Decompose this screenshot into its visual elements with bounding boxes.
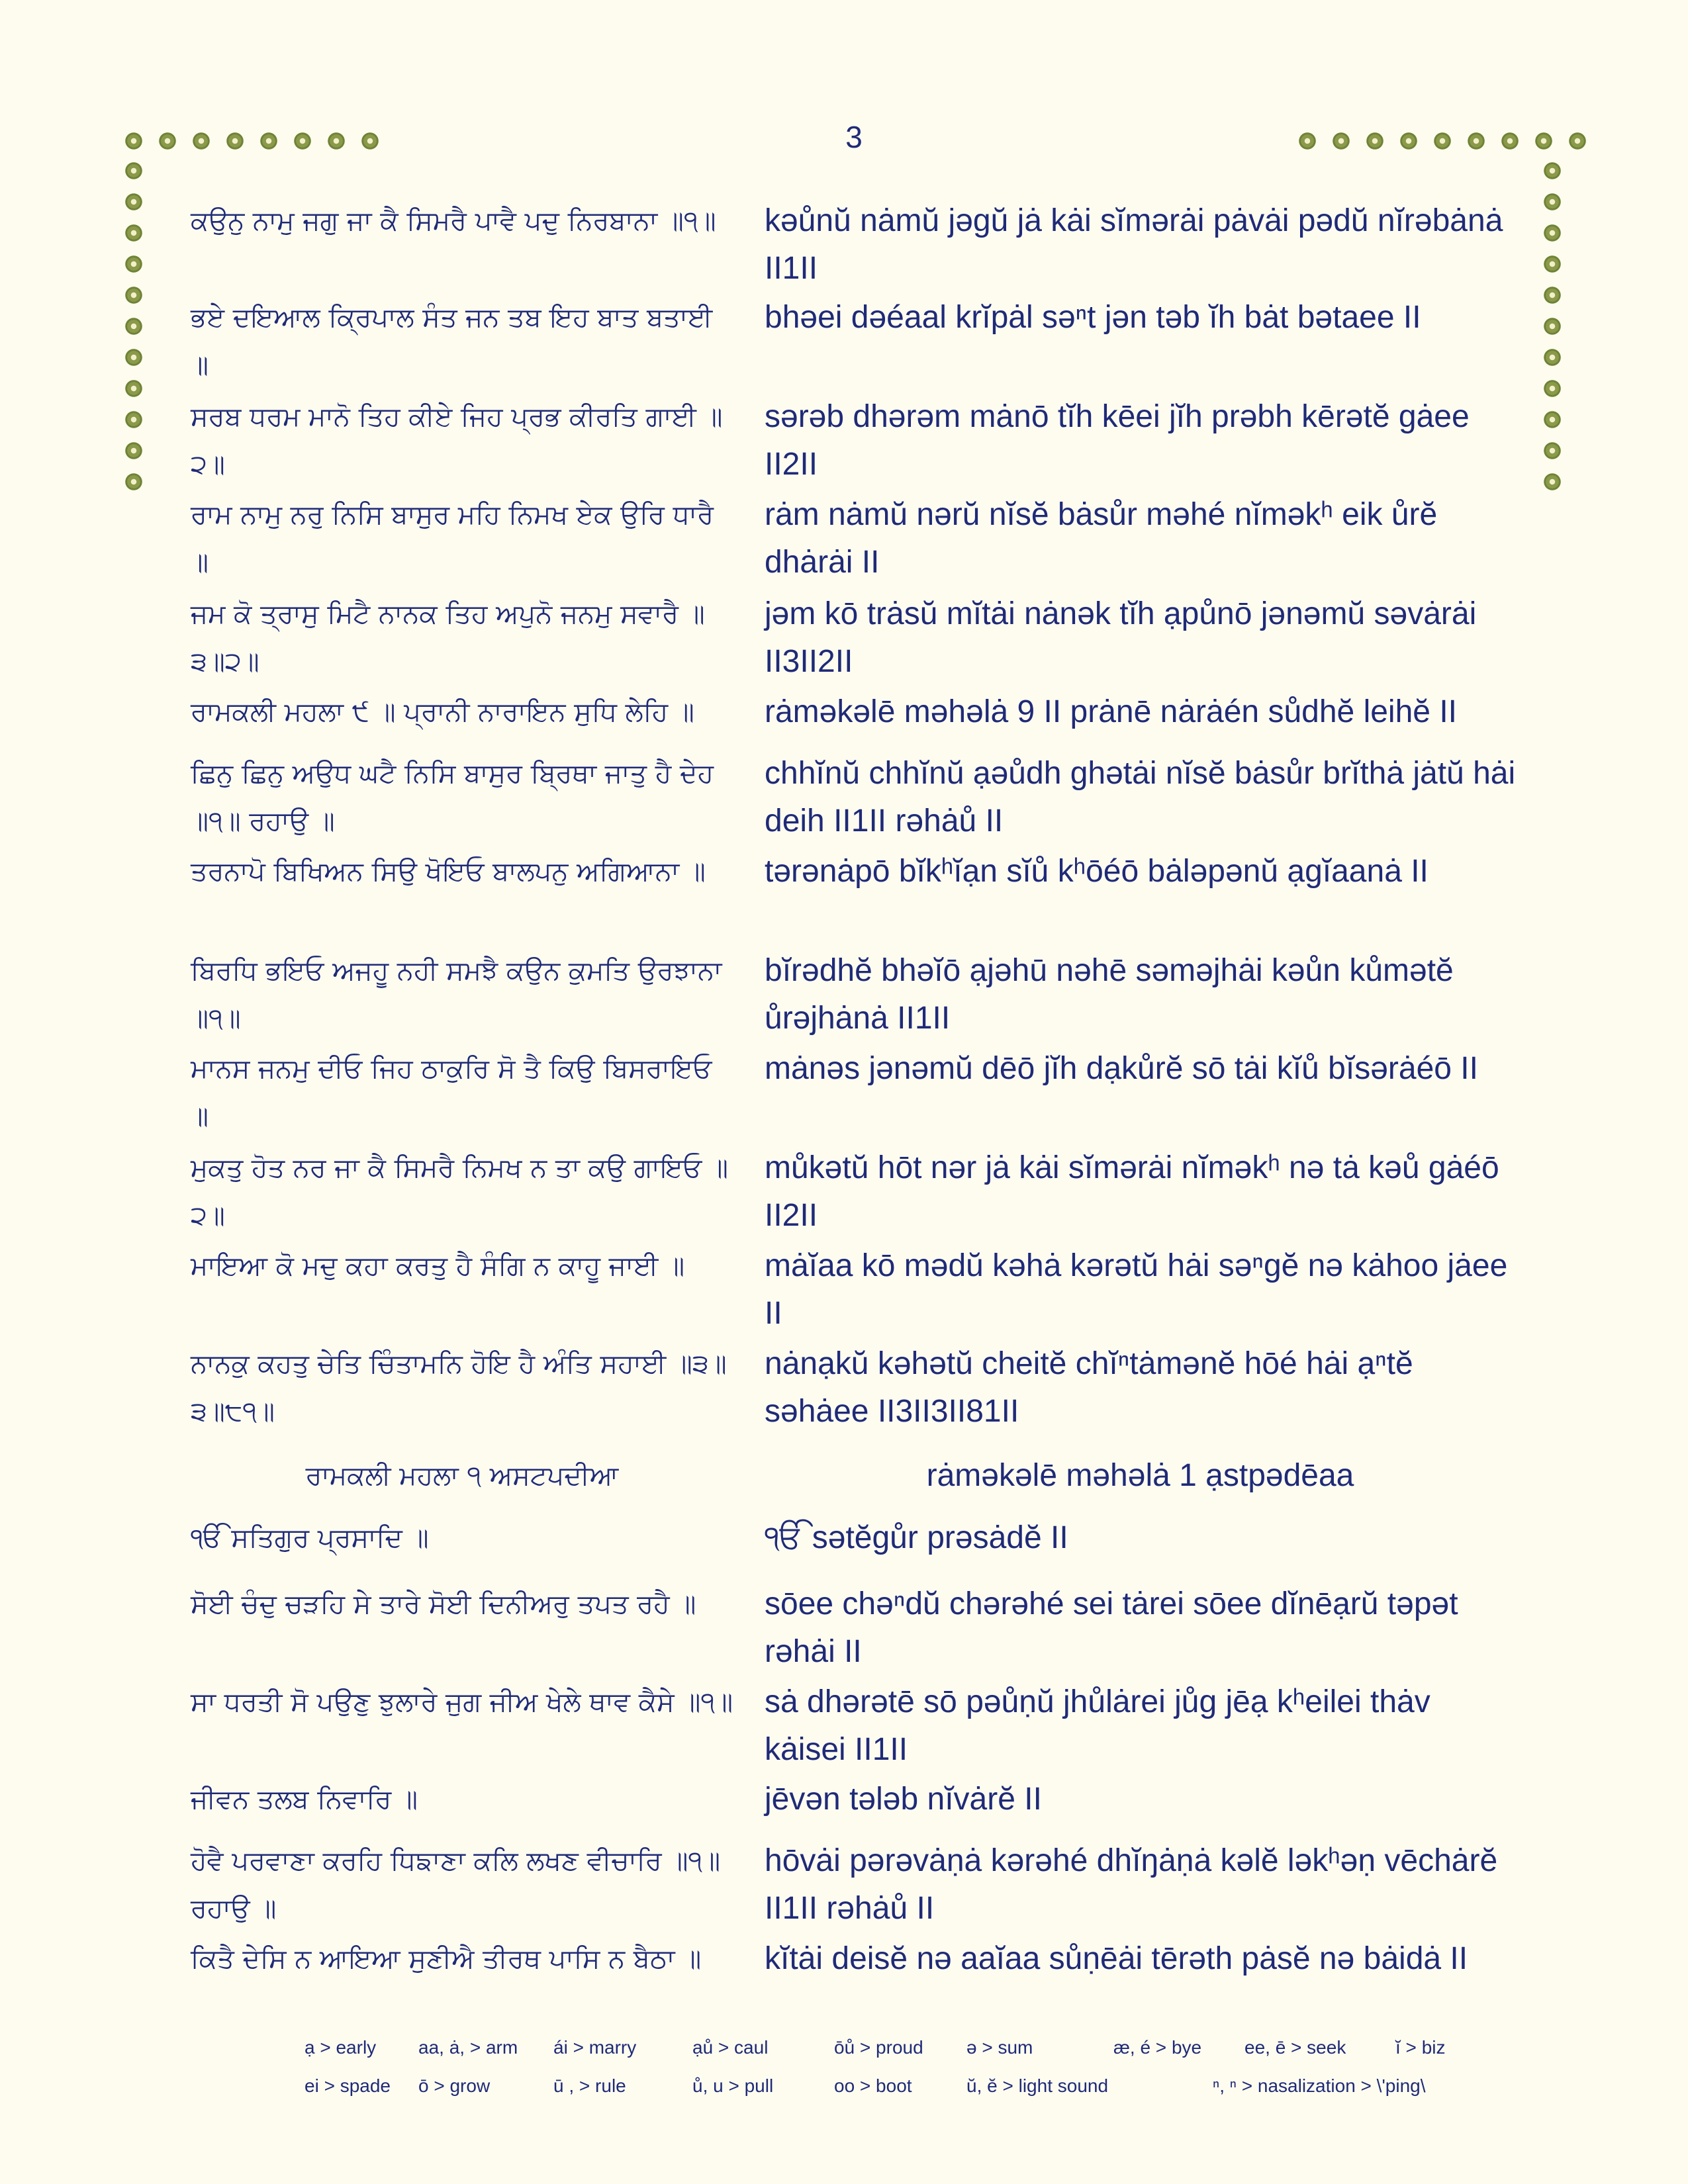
page-number: 3 <box>845 120 863 154</box>
legend-entry: oo > boot <box>834 2075 912 2096</box>
verse-row <box>0 750 1688 848</box>
transliteration-text: bhəei dəéaal krĭpȧl səⁿt jən təb ĭh bȧt bətaee II <box>765 300 1421 335</box>
verse-row <box>0 393 1688 491</box>
gurmukhi-text: ੴ ਸਤਿਗੁਰ ਪ੍ਰਸਾਦਿ ॥ <box>191 1523 429 1553</box>
gurmukhi-text: ਸਾ ਧਰਤੀ ਸੋ ਪਉਣੁ ਝੁਲਾਰੇ ਜੁਗ ਜੀਅ ਖੇਲੇ ਥਾਵ ਕੈਸੇ ॥੧॥ <box>191 1687 733 1717</box>
legend-entry: ⁿ, ⁿ > nasalization > \'ping\ <box>1213 2075 1426 2096</box>
gurmukhi-text: ਮੁਕਤੁ ਹੋਤ ਨਰ ਜਾ ਕੈ ਸਿਮਰੈ ਨਿਮਖ ਨ ਤਾ ਕਉ ਗਾਇਓ ॥੨॥ <box>191 1153 728 1231</box>
verse-row <box>0 1452 1688 1514</box>
verse-row <box>0 1580 1688 1678</box>
legend-entry: aa, ȧ, > arm <box>418 2037 518 2058</box>
transliteration-text: rȧməkəlē məhəlȧ 9 II prȧnē nȧrȧén sůdhĕ leihĕ II <box>765 694 1457 729</box>
legend-entry: ạů > caul <box>692 2037 769 2058</box>
legend-entry: ĭ > biz <box>1395 2037 1446 2058</box>
gurmukhi-text: ਸੋਈ ਚੰਦੁ ਚੜਹਿ ਸੇ ਤਾਰੇ ਸੋਈ ਦਿਨੀਅਰੁ ਤਪਤ ਰਹੈ ॥ <box>191 1589 696 1619</box>
legend-row <box>305 2037 1562 2075</box>
legend-entry: ō > grow <box>418 2075 491 2096</box>
verse-row <box>0 688 1688 750</box>
transliteration-text: tərənȧpō bĭkʰĭạn sĭů kʰōéō bȧləpənŭ ạgĭaanȧ II <box>765 854 1429 889</box>
legend-entry: ōů > proud <box>834 2037 923 2058</box>
transliteration-text: jəm kō trȧsŭ mĭtȧi nȧnək tĭh ạpůnō jənəmŭ səvȧrȧi II3II2II <box>765 596 1477 679</box>
gurmukhi-text: ਹੋਵੈ ਪਰਵਾਣਾ ਕਰਹਿ ਧਿਙਾਣਾ ਕਲਿ ਲਖਣ ਵੀਚਾਰਿ ॥੧॥ ਰਹਾਉ ॥ <box>191 1846 721 1924</box>
gurmukhi-text: ਮਾਨਸ ਜਨਮੁ ਦੀਓ ਜਿਹ ਠਾਕੁਰਿ ਸੋ ਤੈ ਕਿਉ ਬਿਸਰਾਇਓ ॥ <box>191 1054 712 1132</box>
verse-row <box>0 1678 1688 1776</box>
flower-ornament-icon <box>125 162 142 179</box>
verse-row <box>0 1045 1688 1144</box>
transliteration-text: rȧm nȧmŭ nərŭ nĭsĕ bȧsůr məhé nĭməkʰ eik ůrĕ dhȧrȧi II <box>765 497 1438 580</box>
transliteration-text: sōee chəⁿdŭ chərəhé sei tȧrei sōee dĭnēạrŭ təpət rəhȧi II <box>765 1586 1458 1669</box>
transliteration-text: sȧ dhərətē sō pəůṇŭ jhůlȧrei jůg jēạ kʰeilei thȧv kȧisei II1II <box>765 1684 1430 1767</box>
legend-entry: ŭ, ĕ > light sound <box>966 2075 1109 2096</box>
transliteration-text: sərəb dhərəm mȧnō tĭh kēei jĭh prəbh kērətĕ gȧee II2II <box>765 399 1470 482</box>
verse-row <box>0 1776 1688 1837</box>
transliteration-text: mȧĭaa kō mədŭ kəhȧ kərətŭ hȧi səⁿgĕ nə kȧhoo jȧee II <box>765 1248 1508 1331</box>
transliteration-text: můkətŭ hōt nər jȧ kȧi sĭmərȧi nĭməkʰ nə tȧ kəů gȧéō II2II <box>765 1150 1499 1233</box>
transliteration-text: kĭtȧi deisĕ nə aaĭaa sůṇēȧi tērəth pȧsĕ nə bȧidȧ II <box>765 1941 1468 1976</box>
legend-entry: æ, é > bye <box>1113 2037 1202 2058</box>
verse-row <box>0 848 1688 947</box>
transliteration-text: jēvən tələb nĭvȧrĕ II <box>765 1782 1042 1817</box>
gurmukhi-text: ਰਾਮਕਲੀ ਮਹਲਾ ੯ ॥ ਪ੍ਰਾਨੀ ਨਾਰਾਇਨ ਸੁਧਿ ਲੇਹਿ ॥ <box>191 697 694 727</box>
verse-row <box>0 1340 1688 1452</box>
gurmukhi-text: ਜਮ ਕੋ ਤ੍ਰਾਸੁ ਮਿਟੈ ਨਾਨਕ ਤਿਹ ਅਪੁਨੋ ਜਨਮੁ ਸਵਾਰੈ ॥੩॥੨॥ <box>191 599 705 677</box>
gurmukhi-text: ਮਾਇਆ ਕੋ ਮਦੁ ਕਹਾ ਕਰਤੁ ਹੈ ਸੰਗਿ ਨ ਕਾਹੂ ਜਾਈ ॥ <box>191 1251 685 1281</box>
legend-row <box>305 2075 1562 2114</box>
transliteration-text: hōvȧi pərəvȧṇȧ kərəhé dhĭŋȧṇȧ kəlĕ ləkʰəṇ vēchȧrĕ II1II rəhȧů II <box>765 1843 1498 1926</box>
legend-entry: ái > marry <box>553 2037 637 2058</box>
gurmukhi-text: ਰਾਮਕਲੀ ਮਹਲਾ ੧ ਅਸਟਪਦੀਆ <box>305 1461 619 1491</box>
transliteration-text: kəůnŭ nȧmŭ jəgŭ jȧ kȧi sĭmərȧi pȧvȧi pədŭ nĭrəbȧnȧ II1II <box>765 203 1503 286</box>
verse-row <box>0 197 1688 294</box>
legend-entry: ee, ē > seek <box>1244 2037 1346 2058</box>
verse-row <box>0 1242 1688 1340</box>
gurmukhi-text: ਜੀਵਨ ਤਲਬ ਨਿਵਾਰਿ ॥ <box>191 1784 418 1815</box>
gurmukhi-text: ਕਉਨੁ ਨਾਮੁ ਜਗੁ ਜਾ ਕੈ ਸਿਮਰੈ ਪਾਵੈ ਪਦੁ ਨਿਰਬਾਨਾ ॥੧॥ <box>191 206 716 236</box>
gurmukhi-text: ਬਿਰਧਿ ਭਇਓ ਅਜਹੂ ਨਹੀ ਸਮਝੈ ਕਉਨ ਕੁਮਤਿ ਉਰਝਾਨਾ ॥੧॥ <box>191 956 722 1034</box>
gurmukhi-text: ਭਏ ਦਇਆਲ ਕ੍ਰਿਪਾਲ ਸੰਤ ਜਨ ਤਬ ਇਹ ਬਾਤ ਬਤਾਈ ॥ <box>191 302 713 381</box>
transliteration-text: nȧnạkŭ kəhətŭ cheitĕ chĭⁿtȧmənĕ hōé hȧi ạⁿtĕ səhȧee II3II3II81II <box>765 1346 1413 1429</box>
verse-row <box>0 491 1688 590</box>
pronunciation-legend <box>305 2037 1562 2114</box>
flower-ornament-icon <box>1544 162 1561 179</box>
transliteration-text: rȧməkəlē məhəlȧ 1 ạstpədēaa <box>926 1458 1354 1493</box>
verse-row <box>0 294 1688 393</box>
gurmukhi-text: ਰਾਮ ਨਾਮੁ ਨਰੁ ਨਿਸਿ ਬਾਸੁਰ ਮਹਿ ਨਿਮਖ ਏਕ ਉਰਿ ਧਾਰੈ ॥ <box>191 500 714 578</box>
legend-entry: ū , > rule <box>553 2075 626 2096</box>
verse-row <box>0 1935 1688 2034</box>
gurmukhi-text: ਕਿਤੈ ਦੇਸਿ ਨ ਆਇਆ ਸੁਣੀਐ ਤੀਰਥ ਪਾਸਿ ਨ ਬੈਠਾ ॥ <box>191 1944 702 1974</box>
legend-entry: ə > sum <box>966 2037 1033 2058</box>
verse-row <box>0 1514 1688 1580</box>
transliteration-text: bĭrədhĕ bhəĭō ạjəhū nəhē səməjhȧi kəůn kůmətĕ ůrəjhȧnȧ II1II <box>765 953 1454 1036</box>
transliteration-text: mȧnəs jənəmŭ dēō jĭh dạkůrĕ sō tȧi kĭů bĭsərȧéō II <box>765 1051 1478 1086</box>
transliteration-text: chhĭnŭ chhĭnŭ ạəůdh ghətȧi nĭsĕ bȧsůr brĭthȧ jȧtŭ hȧi deih II1II rəhȧů II <box>765 756 1516 839</box>
legend-entry: ạ > early <box>305 2037 377 2058</box>
legend-entry: ů, u > pull <box>692 2075 774 2096</box>
verse-row <box>0 1144 1688 1242</box>
gurmukhi-text: ਨਾਨਕੁ ਕਹਤੁ ਚੇਤਿ ਚਿੰਤਾਮਨਿ ਹੋਇ ਹੈ ਅੰਤਿ ਸਹਾਈ ॥੩॥੩॥੮੧॥ <box>191 1349 727 1427</box>
verse-row <box>0 590 1688 688</box>
gurmukhi-text: ਤਰਨਾਪੋ ਬਿਖਿਅਨ ਸਿਉ ਖੋਇਓ ਬਾਲਪਨੁ ਅਗਿਆਨਾ ॥ <box>191 856 706 887</box>
gurmukhi-text: ਸਰਬ ਧਰਮ ਮਾਨੋ ਤਿਹ ਕੀਏ ਜਿਹ ਪ੍ਰਭ ਕੀਰਤਿ ਗਾਈ ॥੨॥ <box>191 402 723 480</box>
legend-entry: ei > spade <box>305 2075 391 2096</box>
verse-row <box>0 1837 1688 1935</box>
verse-row <box>0 947 1688 1045</box>
gurmukhi-text: ਛਿਨੁ ਛਿਨੁ ਅਉਧ ਘਟੈ ਨਿਸਿ ਬਾਸੁਰ ਬ੍ਰਿਥਾ ਜਾਤੁ ਹੈ ਦੇਹ ॥੧॥ ਰਹਾਉ ॥ <box>191 758 714 837</box>
transliteration-text: ੴ sətĕgůr prəsȧdĕ II <box>765 1520 1068 1555</box>
